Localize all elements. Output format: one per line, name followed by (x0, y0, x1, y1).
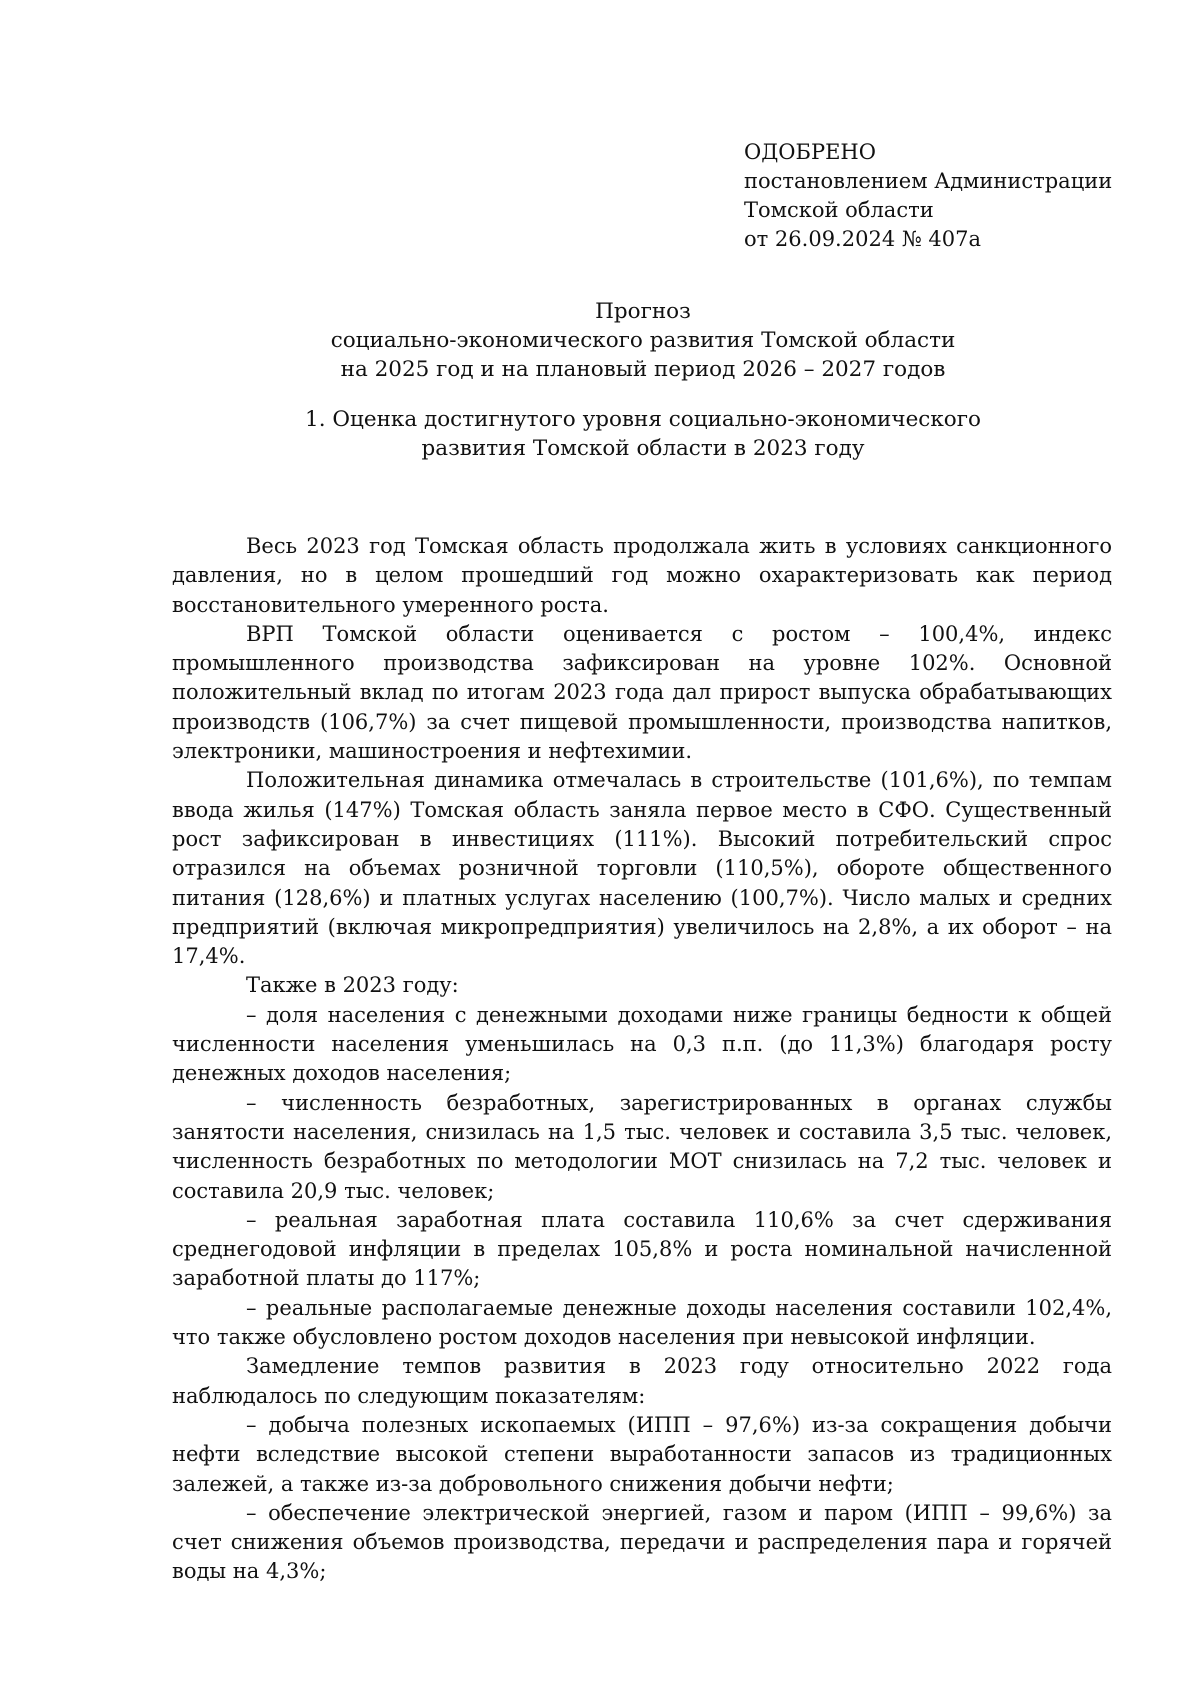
title-line: Прогноз (595, 299, 691, 324)
paragraph: Также в 2023 году: (246, 973, 459, 998)
list-item: – численность безработных, зарегистрированных в органах службы занятости населения, снизилась на 1,5 тыс. человек и составила 3,5 тыс. человек, численность безработных по методологии МОТ снизилась на 7,2 тыс. человек и составила 20,9 тыс. человек; (172, 1090, 1112, 1203)
approval-authority: Томской области (744, 198, 934, 222)
approval-stamp (744, 138, 1112, 254)
title-line: на 2025 год и на плановый период 2026 – 2027 годов (340, 357, 946, 382)
approval-basis: постановлением Администрации (744, 169, 1113, 193)
approval-status: ОДОБРЕНО (744, 140, 876, 164)
paragraph: Весь 2023 год Томская область продолжала жить в условиях санкционного давления, но в целом прошедший год можно охарактеризовать как период восстановительного умеренного роста. (172, 534, 1112, 617)
list-item: – добыча полезных ископаемых (ИПП – 97,6%) из-за сокращения добычи нефти вследствие высокой степени выработанности запасов из традиционных залежей, а также из-за добровольного снижения добычи нефти; (172, 1412, 1112, 1496)
approval-date-number: от 26.09.2024 № 407а (744, 227, 981, 251)
section-heading-line: 1. Оценка достигнутого уровня социально-экономического (305, 407, 981, 432)
paragraph: ВРП Томской области оценивается с ростом – 100,4%, индекс промышленного производства зафиксирован на уровне 102%. Основной положительный вклад по итогам 2023 года дал прирост выпуска обрабатывающих производств (106,7%) за счет пищевой промышленности, производства напитков, электроники, машиностроения и нефтехимии. (172, 621, 1112, 764)
title-line: социально-экономического развития Томской области (330, 328, 956, 353)
list-item: – доля населения с денежными доходами ниже границы бедности к общей численности населения уменьшилась на 0,3 п.п. (до 11,3%) благодаря росту денежных доходов населения; (172, 1002, 1112, 1086)
list-item: – реальные располагаемые денежные доходы населения составили 102,4%, что также обусловлено ростом доходов населения при невысокой инфляции. (172, 1295, 1112, 1350)
document-body (172, 532, 1112, 1587)
section-heading (172, 405, 1114, 463)
section-heading-line: развития Томской области в 2023 году (421, 436, 865, 461)
document-title (172, 297, 1114, 384)
paragraph: Положительная динамика отмечалась в строительстве (101,6%), по темпам ввода жилья (147%) Томская область заняла первое место в СФО. Существенный рост зафиксирован в инвестициях (111%). Высокий потребительский спрос отразился на объемах розничной торговли (110,5%), обороте общественного питания (128,6%) и платных услугах населению (100,7%). Число малых и средних предприятий (включая микропредприятия) увеличилось на 2,8%, а их оборот – на 17,4%. (172, 768, 1112, 969)
list-item: – обеспечение электрической энергией, газом и паром (ИПП – 99,6%) за счет снижения объемов производства, передачи и распределения пара и горячей воды на 4,3%; (172, 1500, 1112, 1584)
list-item: – реальная заработная плата составила 110,6% за счет сдерживания среднегодовой инфляции в пределах 105,8% и роста номинальной начисленной заработной платы до 117%; (172, 1207, 1112, 1291)
paragraph: Замедление темпов развития в 2023 году относительно 2022 года наблюдалось по следующим показателям: (172, 1354, 1112, 1408)
